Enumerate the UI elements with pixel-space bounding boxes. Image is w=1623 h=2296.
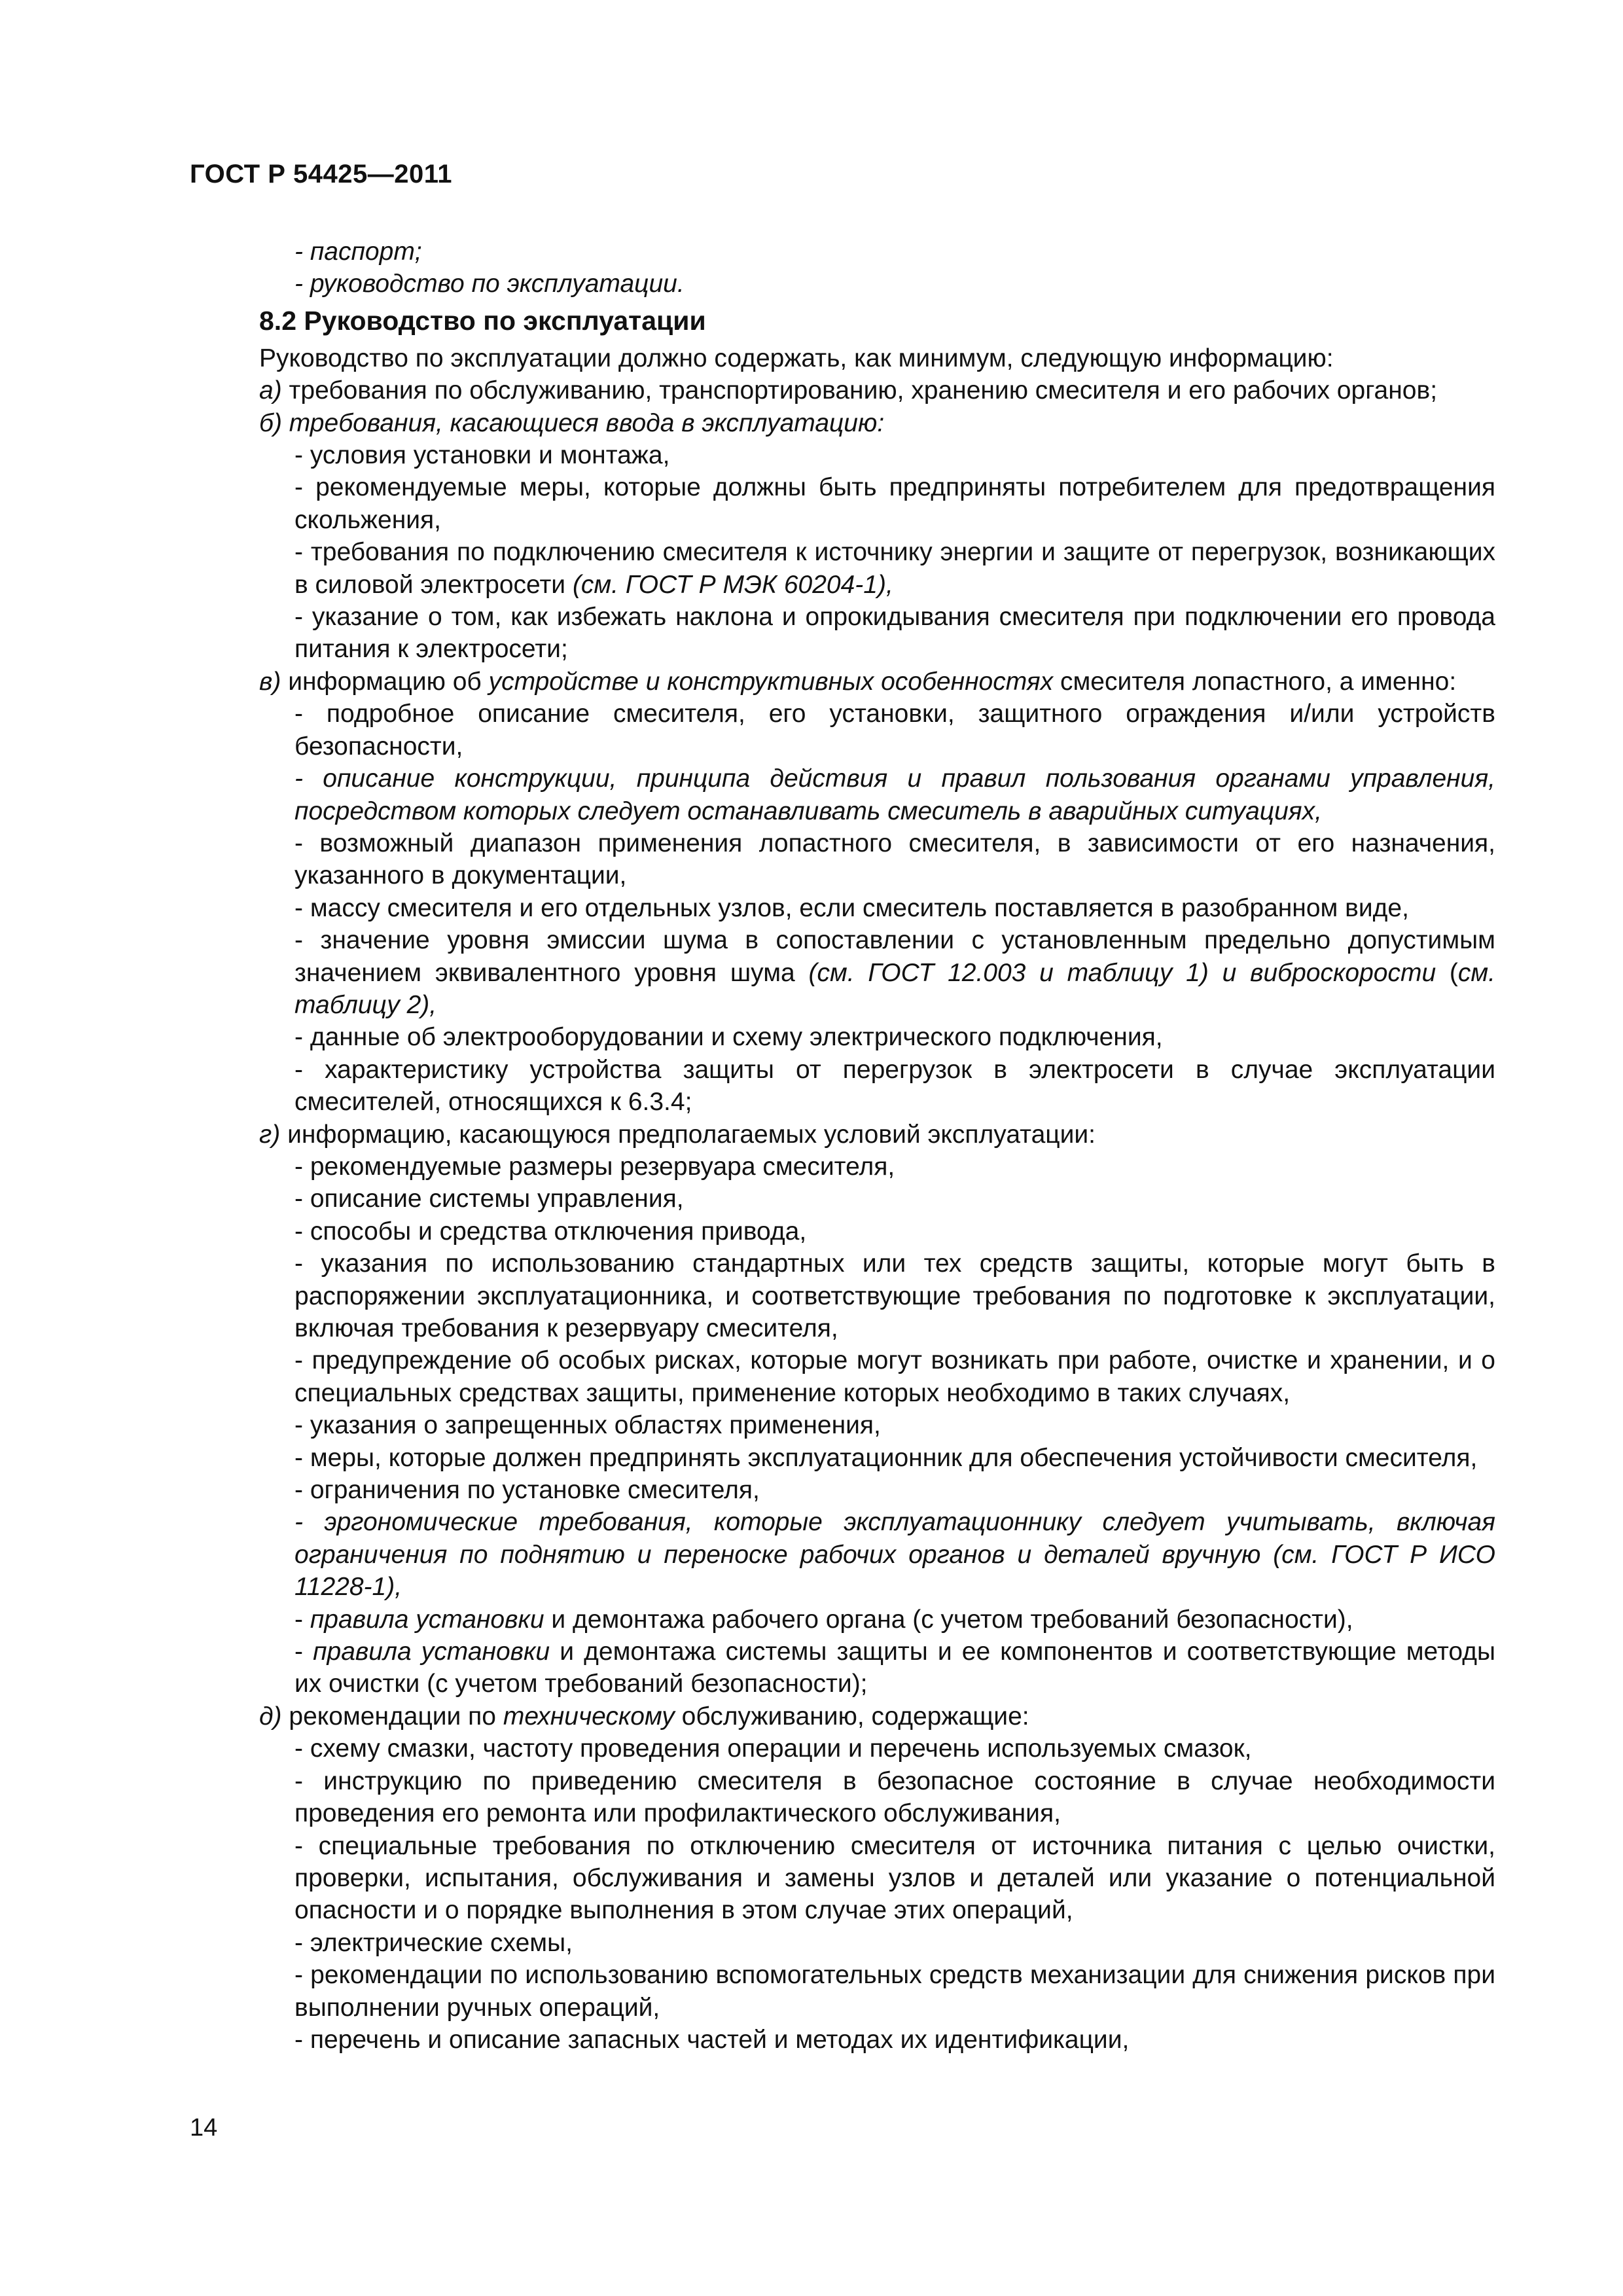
list-item: - массу смесителя и его отдельных узлов, если смеситель поставляется в разобранном виде, <box>294 893 1409 922</box>
emphasis: устройстве и конструктивных особенностях <box>488 667 1054 696</box>
list-item: - специальные требования по отключению смесителя от источника питания с целью очистки, проверки, испытания, обслуживания и замены узлов и деталей или указание о потенциальной опасности и о порядке выполнения в этом случае этих операций, <box>294 1831 1495 1925</box>
emphasis: правила установки <box>310 1605 544 1634</box>
item-g <box>196 1119 1495 1151</box>
list-item: - инструкцию по приведению смесителя в безопасное состояние в случае необходимости проведения его ремонта или профилактического обслуживания, <box>294 1767 1495 1828</box>
item-a <box>196 374 1495 406</box>
item-marker: д) <box>259 1702 282 1731</box>
item-marker: а) <box>259 376 282 405</box>
list-item: - способы и средства отключения привода, <box>294 1217 807 1246</box>
item-text: рекомендации по <box>281 1702 503 1731</box>
item-d <box>196 1700 1495 1732</box>
list-item: - ограничения по установке смесителя, <box>294 1476 760 1505</box>
item-b-label: б) требования, касающиеся ввода в эксплуатацию: <box>259 408 885 437</box>
list-item: - условия установки и монтажа, <box>294 441 670 470</box>
list-item: - данные об электрооборудовании и схему электрического подключения, <box>294 1023 1163 1052</box>
list-item: - возможный диапазон применения лопастного смесителя, в зависимости от его назначения, указанного в документации, <box>294 829 1495 890</box>
list-item: - руководство по эксплуатации. <box>294 270 685 298</box>
list-item: - паспорт; <box>294 238 422 266</box>
item-text: информацию, касающуюся предполагаемых условий эксплуатации: <box>280 1120 1096 1149</box>
list-item: - правила установки и демонтажа рабочего органа (с учетом требований безопасности), <box>294 1605 1353 1634</box>
item-marker: в) <box>259 667 281 696</box>
item-text: информацию об <box>281 667 489 696</box>
item-v <box>196 666 1495 698</box>
emphasis: техническому <box>503 1702 675 1731</box>
item-text: смесителя лопастного, а именно: <box>1053 667 1457 696</box>
item-text: обслуживанию, содержащие: <box>674 1702 1029 1731</box>
list-item: - рекомендации по использованию вспомогательных средств механизации для снижения рисков при выполнении ручных операций, <box>294 1961 1495 2022</box>
list-item: - перечень и описание запасных частей и методах их идентификации, <box>294 2025 1130 2054</box>
list-item: - правила установки и демонтажа системы защиты и ее компонентов и соответствующие методы их очистки (с учетом требований безопасности); <box>294 1638 1495 1698</box>
item-text: и демонтажа системы защиты и ее компонентов и соответствующие методы их очистки (с учетом требований безопасности); <box>294 1638 1495 1698</box>
list-item: - схему смазки, частоту проведения операции и перечень используемых смазок, <box>294 1734 1252 1763</box>
list-item: - указание о том, как избежать наклона и опрокидывания смесителя при подключении его провода питания к электросети; <box>294 603 1495 664</box>
item-text: и демонтажа рабочего органа (с учетом требований безопасности), <box>544 1605 1353 1634</box>
paragraph-lead: Руководство по эксплуатации должно содержать, как минимум, следующую информацию: <box>259 344 1334 372</box>
list-item <box>196 536 1495 601</box>
item-text: ( <box>1436 958 1458 987</box>
reference: (см. ГОСТ 12.003 и таблицу 1) и виброскорости <box>808 958 1436 987</box>
emphasis: правила установки <box>313 1638 550 1666</box>
list-item: - предупреждение об особых рисках, которые могут возникать при работе, очистке и хранении, и о специальных средствах защиты, применение которых необходимо в таких случаях, <box>294 1346 1495 1407</box>
page-number: 14 <box>190 2114 218 2142</box>
list-item: - описание конструкции, принципа действия и правил пользования органами управления, посредством которых следует останавливать смеситель в аварийных ситуациях, <box>294 764 1495 825</box>
list-item <box>196 924 1495 1021</box>
list-item: - рекомендуемые размеры резервуара смесителя, <box>294 1152 895 1181</box>
list-item: - рекомендуемые меры, которые должны быть предприняты потребителем для предотвращения скольжения, <box>294 473 1495 534</box>
reference: (см. ГОСТ Р МЭК 60204-1), <box>572 570 893 599</box>
list-item: - указания по использованию стандартных или тех средств защиты, которые могут быть в распоряжении эксплуатационника, и соответствующие требования по подготовке к эксплуатации, включая требования к резервуару смесителя, <box>294 1249 1495 1342</box>
section-title: 8.2 Руководство по эксплуатации <box>259 305 706 336</box>
list-item: - меры, которые должен предпринять эксплуатационник для обеспечения устойчивости смесителя, <box>294 1443 1478 1472</box>
item-text: - требования по подключению смесителя к источнику энергии и защите от перегрузок, возникающих в силовой электросети <box>294 538 1495 599</box>
list-item: - характеристику устройства защиты от перегрузок в электросети в случае эксплуатации смесителей, относящихся к 6.3.4; <box>294 1055 1495 1117</box>
list-item: - описание системы управления, <box>294 1185 684 1213</box>
list-item: - подробное описание смесителя, его установки, защитного ограждения и/или устройств безопасности, <box>294 700 1495 761</box>
list-item: - электрические схемы, <box>294 1928 573 1957</box>
item-text: требования по обслуживанию, транспортированию, хранению смесителя и его рабочих органов; <box>281 376 1438 405</box>
item-text: - значение уровня эмиссии шума в сопоставлении с установленным предельно допустимым значением эквивалентного уровня шума <box>294 926 1495 987</box>
item-marker: г) <box>259 1120 281 1149</box>
list-item: - эргономические требования, которые эксплуатационнику следует учитывать, включая ограничения по поднятию и переноске рабочих органов и деталей вручную (см. ГОСТ Р ИСО 11228-1), <box>294 1508 1495 1602</box>
list-item: - указания о запрещенных областях применения, <box>294 1411 881 1440</box>
document-header: ГОСТ Р 54425—2011 <box>190 160 452 188</box>
document-body <box>196 236 1495 2056</box>
reference: см. таблицу 2), <box>294 958 1495 1019</box>
